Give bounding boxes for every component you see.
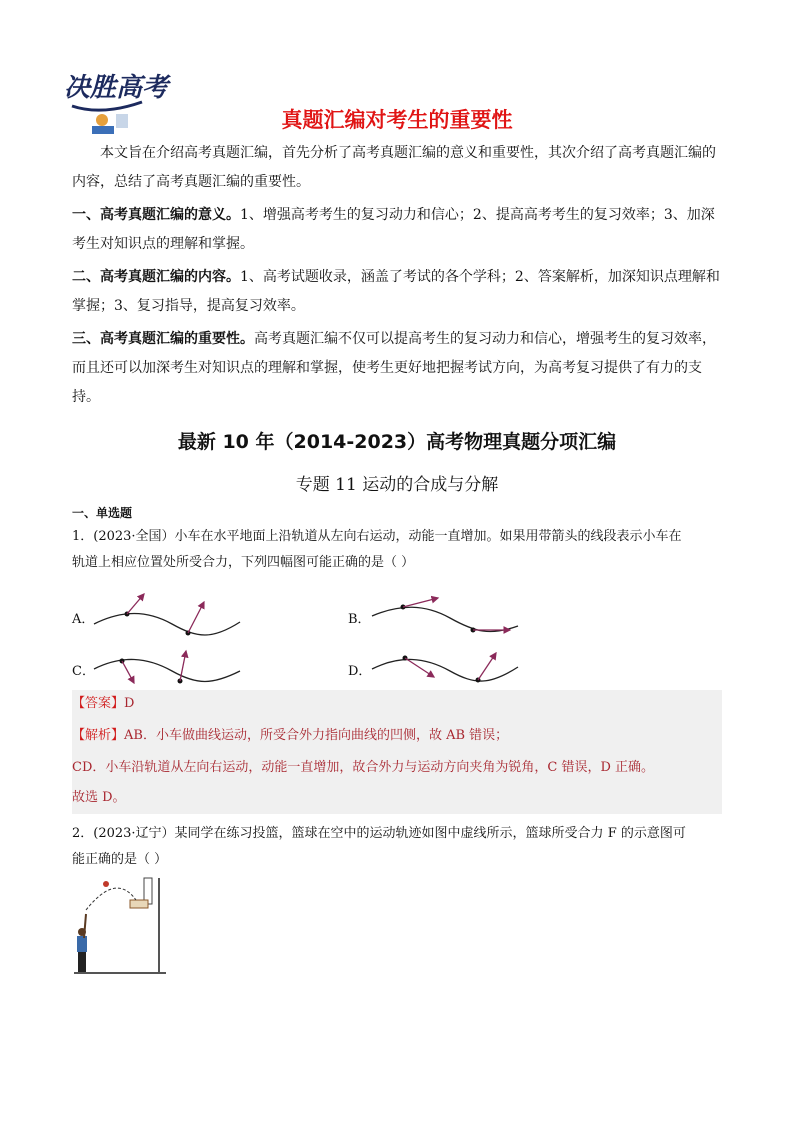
track-curve [94,614,240,636]
hoop-pole [158,878,160,974]
section-heading: 一、单选题 [72,506,133,520]
option-a-label: A． [72,612,95,627]
option-c-label: C． [72,664,95,679]
answer-value: D [124,696,135,711]
question-2-line-1: 2．(2023·辽宁）某同学在练习投篮，篮球在空中的运动轨迹如图中虚线所示，篮球所受合力 F 的示意图可 [72,826,686,841]
force-arrow [403,598,438,607]
topic-heading: 专题 11 运动的合成与分解 [295,475,499,495]
content-text: 1、高考试题收录，涵盖了考试的各个学科；2、答案解析，加深知识点理解和掌握；3、复习指导，提高复习效率。 [72,269,720,314]
question-1-line-1: 1．(2023·全国）小车在水平地面上沿轨道从左向右运动，动能一直增加。如果用带箭头的线段表示小车在 [72,529,682,544]
significance-text: 1、增强高考考生的复习动力和信心；2、提高高考考生的复习效率；3、加深考生对知识点的理解和掌握。 [72,207,715,252]
answer-tag: 【答案】 [72,696,125,711]
basketball-figure [72,876,168,980]
basketball [103,881,109,887]
analysis-line-3: 故选 D。 [72,790,126,805]
track-curve [372,659,518,681]
analysis-text-1: AB．小车做曲线运动，所受合外力指向曲线的凹侧，故 AB 错误； [124,728,509,743]
importance-heading: 三、高考真题汇编的重要性。 [72,331,254,347]
analysis-line-1 [72,726,722,746]
significance-heading: 一、高考真题汇编的意义。 [72,207,240,223]
force-arrow [478,653,496,680]
content-heading: 二、高考真题汇编的内容。 [72,269,240,285]
option-b-label: B． [348,612,371,627]
track-curve [94,659,240,681]
force-arrow [188,602,204,633]
option-d-figure [370,645,520,690]
analysis-line-2: CD．小车沿轨道从左向右运动，动能一直增加，故合外力与运动方向夹角为锐角，C 错误，D 正确。 [72,760,655,775]
ground-line [74,972,166,974]
player-body [77,936,87,952]
question-1 [72,524,722,576]
question-2 [72,821,722,873]
answer-line [72,694,722,714]
force-arrow [127,594,144,614]
track-curve [372,607,518,631]
intro-importance [72,325,722,412]
hoop [130,900,148,908]
trajectory-dashed [86,888,136,910]
intro-paragraph: 本文旨在介绍高考真题汇编，首先分析了高考真题汇编的意义和重要性，其次介绍了高考真题汇编的内容，总结了高考真题汇编的重要性。 [72,145,716,190]
player-legs [78,952,86,972]
option-b-figure [370,590,520,640]
page-title: 真题汇编对考生的重要性 [281,108,513,132]
importance-text: 高考真题汇编不仅可以提高考生的复习动力和信心，增强考生的复习效率，而且还可以加深考生对知识点的理解和掌握，使考生更好地把握考试方向，为高考复习提供了有力的支持。 [72,331,716,405]
option-d-label: D． [348,664,372,679]
intro-significance [72,201,722,259]
analysis-tag: 【解析】 [72,728,125,743]
collection-heading: 最新 10 年（2014-2023）高考物理真题分项汇编 [177,431,617,453]
force-arrow [122,661,134,683]
logo-text: 决胜高考 [64,73,169,103]
question-1-line-2: 轨道上相应位置处所受合力，下列四幅图可能正确的是（ ） [72,555,415,570]
question-2-line-2: 能正确的是（ ） [72,852,168,867]
option-c-figure [92,645,242,690]
option-a-figure [92,590,242,640]
intro-content [72,263,722,321]
player-arm [84,914,86,938]
